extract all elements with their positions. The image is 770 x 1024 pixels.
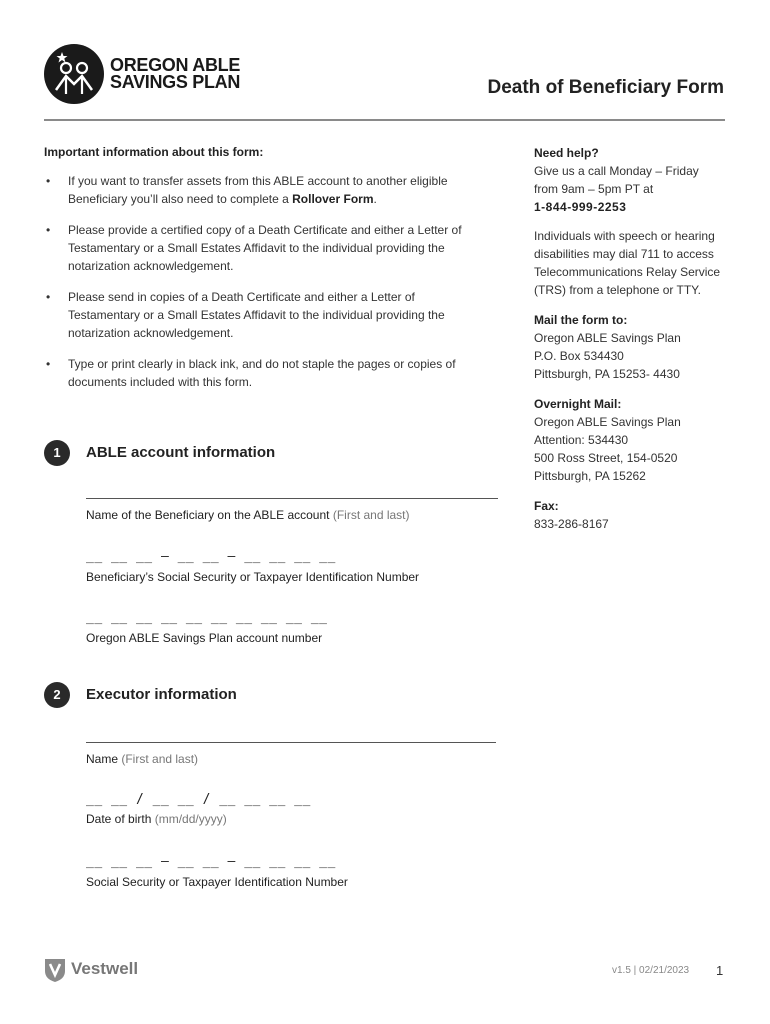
info-bullet: • Please provide a certified copy of a Death Certificate and either a Letter of Testamentary or a Small Estates Affidavit to the individual providing the notarization acknowledgement. (44, 221, 474, 275)
logo-line2: SAVINGS PLAN (110, 72, 241, 92)
logo-line1: OREGON ABLE (110, 55, 241, 75)
page-number: 1 (716, 963, 724, 978)
form-title: Death of Beneficiary Form (487, 77, 724, 98)
vestwell-shield-icon (44, 957, 66, 983)
mail-title: Mail the form to: (534, 313, 628, 327)
vestwell-brand: Vestwell (71, 959, 139, 978)
mail-line: Oregon ABLE Savings Plan (534, 331, 681, 345)
overnight-line: 500 Ross Street, 154-0520 (534, 451, 678, 465)
beneficiary-name-field[interactable] (86, 498, 498, 499)
info-bullet: • Please send in copies of a Death Certificate and either a Letter of Testamentary or a Small Estates Affidavit to the individual providing the notarization acknowledgement. (44, 288, 474, 342)
header-divider (44, 119, 725, 121)
executor-ssn-field[interactable]: __ __ __ – __ __ – __ __ __ __ (86, 854, 336, 869)
help-title: Need help? (534, 146, 599, 160)
help-hours-line1: Give us a call Monday – Friday (534, 164, 699, 178)
oregon-able-logo-icon (44, 44, 104, 104)
section1-number-badge: 1 (44, 440, 70, 466)
section2-number-badge: 2 (44, 682, 70, 708)
fax-title: Fax: (534, 499, 559, 513)
trs-text: Individuals with speech or hearing disabilities may dial 711 to access Telecommunications Relay Service (TRS) from a telephone or TTY. (534, 229, 721, 297)
executor-ssn-label: Social Security or Taxpayer Identification Number (86, 875, 348, 889)
executor-name-field[interactable] (86, 742, 496, 743)
overnight-line: Pittsburgh, PA 15262 (534, 469, 646, 483)
logo-wordmark (110, 57, 240, 91)
info-title: Important information about this form: (44, 145, 264, 159)
executor-dob-field[interactable]: __ __ / __ __ / __ __ __ __ (86, 792, 311, 807)
help-panel (534, 144, 734, 533)
info-bullet: • Type or print clearly in black ink, and do not staple the pages or copies of documents included with this form. (44, 355, 474, 391)
info-bullets (44, 172, 474, 404)
version-label: v1.5 | 02/21/2023 (612, 965, 690, 976)
fax-number: 833-286-8167 (534, 517, 609, 531)
overnight-line: Attention: 534430 (534, 433, 629, 447)
beneficiary-ssn-label: Beneficiary’s Social Security or Taxpayer Identification Number (86, 570, 420, 584)
overnight-line: Oregon ABLE Savings Plan (534, 415, 681, 429)
account-number-field[interactable]: __ __ __ __ __ __ __ __ __ __ (86, 610, 328, 625)
account-number-label: Oregon ABLE Savings Plan account number (86, 631, 323, 645)
help-phone[interactable]: 1-844-999-2253 (534, 200, 627, 214)
help-hours-line2: from 9am – 5pm PT at (534, 182, 654, 196)
beneficiary-name-label: Name of the Beneficiary on the ABLE account (First and last) (86, 508, 410, 522)
info-bullet: • If you want to transfer assets from this ABLE account to another eligible Beneficiary you’ll also need to complete a Rollover Form. (44, 172, 474, 208)
executor-name-label: Name (First and last) (86, 752, 199, 766)
beneficiary-ssn-field[interactable]: __ __ __ – __ __ – __ __ __ __ (86, 549, 336, 564)
mail-line: Pittsburgh, PA 15253- 4430 (534, 367, 680, 381)
section1-title: ABLE account information (86, 444, 276, 461)
executor-dob-label: Date of birth (mm/dd/yyyy) (86, 812, 227, 826)
overnight-title: Overnight Mail: (534, 397, 622, 411)
mail-line: P.O. Box 534430 (534, 349, 624, 363)
section2-title: Executor information (86, 686, 237, 703)
